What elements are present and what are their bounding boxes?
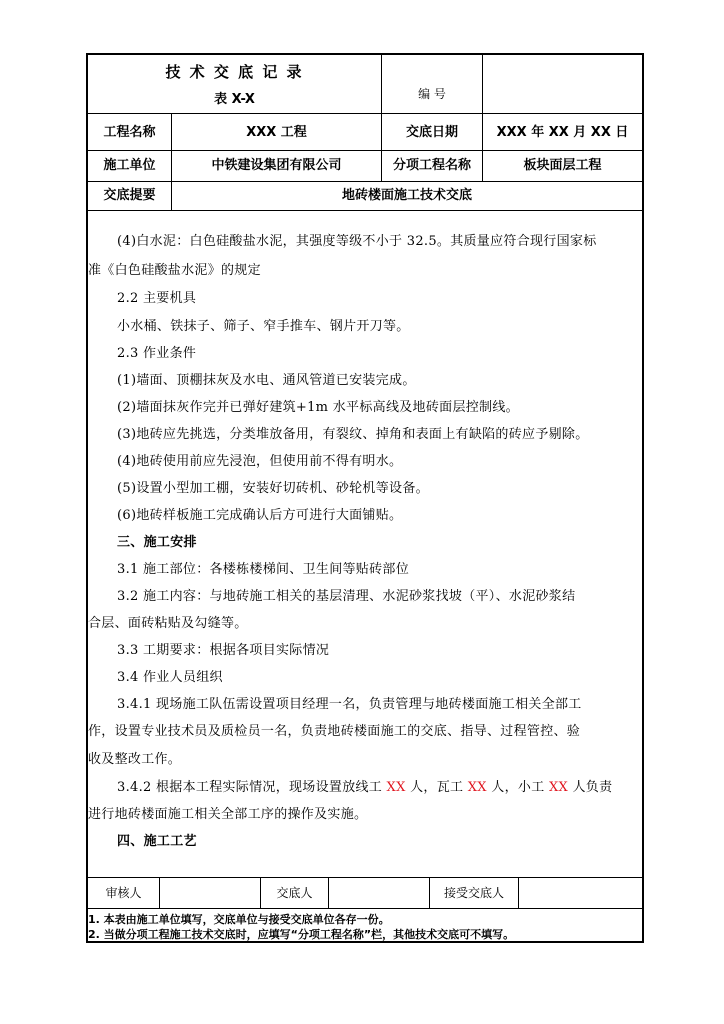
content-line: 进行地砖楼面施工相关全部工序的操作及实施。 xyxy=(88,807,368,822)
footnote: 2. 当做分项工程施工技术交底时，应填写“分项工程名称”栏，其他技术交底可不填写。 xyxy=(88,928,515,941)
section-heading: 四、施工工艺 xyxy=(117,834,197,849)
staffing-text: 3.4.2 根据本工程实际情况，现场设置放线工 xyxy=(117,780,387,795)
content-line: 3.2 施工内容：与地砖施工相关的基层清理、水泥砂浆找坡（平）、水泥砂浆结 xyxy=(117,589,576,604)
content-line: 合层、面砖粘贴及勾缝等。 xyxy=(88,616,248,631)
content-line: 2.3 作业条件 xyxy=(117,346,197,361)
form-number: 表 X-X xyxy=(214,92,255,107)
content-line: 收及整改工作。 xyxy=(88,752,182,767)
staffing-text: 人负责 xyxy=(568,780,613,795)
content-line: 3.4.1 现场施工队伍需设置项目经理一名，负责管理与地砖楼面施工相关全部工 xyxy=(117,697,582,712)
number-label: 编 号 xyxy=(418,87,446,101)
unit-label: 施工单位 xyxy=(103,158,156,173)
footnote: 1. 本表由施工单位填写，交底单位与接受交底单位各存一份。 xyxy=(88,913,390,926)
content-line: 2.2 主要机具 xyxy=(117,291,197,306)
staffing-text: 人，小工 xyxy=(486,780,549,795)
content-line: (3)地砖应先挑选，分类堆放备用，有裂纹、掉角和表面上有缺陷的砖应予剔除。 xyxy=(117,427,589,442)
date-value: XXX 年 XX 月 XX 日 xyxy=(496,125,629,140)
section-heading: 三、施工安排 xyxy=(117,535,197,550)
discloser-label: 交底人 xyxy=(276,886,313,900)
content-line: 准《白色硅酸盐水泥》的规定 xyxy=(88,263,261,278)
content-line: (2)墙面抹灰作完并已弹好建筑+1m 水平标高线及地砖面层控制线。 xyxy=(117,400,519,415)
content-line: 作，设置专业技术员及质检员一名，负责地砖楼面施工的交底、指导、过程管控、验 xyxy=(88,724,581,739)
project-name-label: 工程名称 xyxy=(103,125,156,140)
summary-label: 交底提要 xyxy=(103,188,156,203)
content-line: (4)白水泥：白色硅酸盐水泥，其强度等级不小于 32.5。其质量应符合现行国家标 xyxy=(117,234,597,249)
form-title: 技 术 交 底 记 录 xyxy=(165,63,304,81)
unit-value: 中铁建设集团有限公司 xyxy=(211,158,342,173)
subproject-label: 分项工程名称 xyxy=(392,158,471,173)
content-line: 小水桶、铁抹子、筛子、窄手推车、钢片开刀等。 xyxy=(117,319,410,334)
receiver-label: 接受交底人 xyxy=(443,886,504,900)
placeholder-count: XX xyxy=(548,780,569,795)
content-line: (4)地砖使用前应先浸泡，但使用前不得有明水。 xyxy=(117,454,403,469)
placeholder-count: XX xyxy=(386,780,406,795)
summary-value: 地砖楼面施工技术交底 xyxy=(341,188,472,203)
content-line: 3.1 施工部位：各楼栋楼梯间、卫生间等贴砖部位 xyxy=(117,562,410,577)
content-line: 3.4 作业人员组织 xyxy=(117,670,223,685)
content-line: (1)墙面、顶棚抹灰及水电、通风管道已安装完成。 xyxy=(117,373,416,388)
staffing-text: 人，瓦工 xyxy=(405,780,468,795)
content-line: 3.3 工期要求：根据各项目实际情况 xyxy=(117,643,330,658)
content-line-staffing xyxy=(117,776,612,795)
date-label: 交底日期 xyxy=(405,125,458,140)
subproject-value: 板块面层工程 xyxy=(523,158,602,173)
content-line: (6)地砖样板施工完成确认后方可进行大面铺贴。 xyxy=(117,508,403,523)
placeholder-count: XX xyxy=(467,780,487,795)
project-name-value: XXX 工程 xyxy=(246,125,307,140)
reviewer-label: 审核人 xyxy=(105,886,142,900)
content-line: (5)设置小型加工棚，安装好切砖机、砂轮机等设备。 xyxy=(117,481,429,496)
